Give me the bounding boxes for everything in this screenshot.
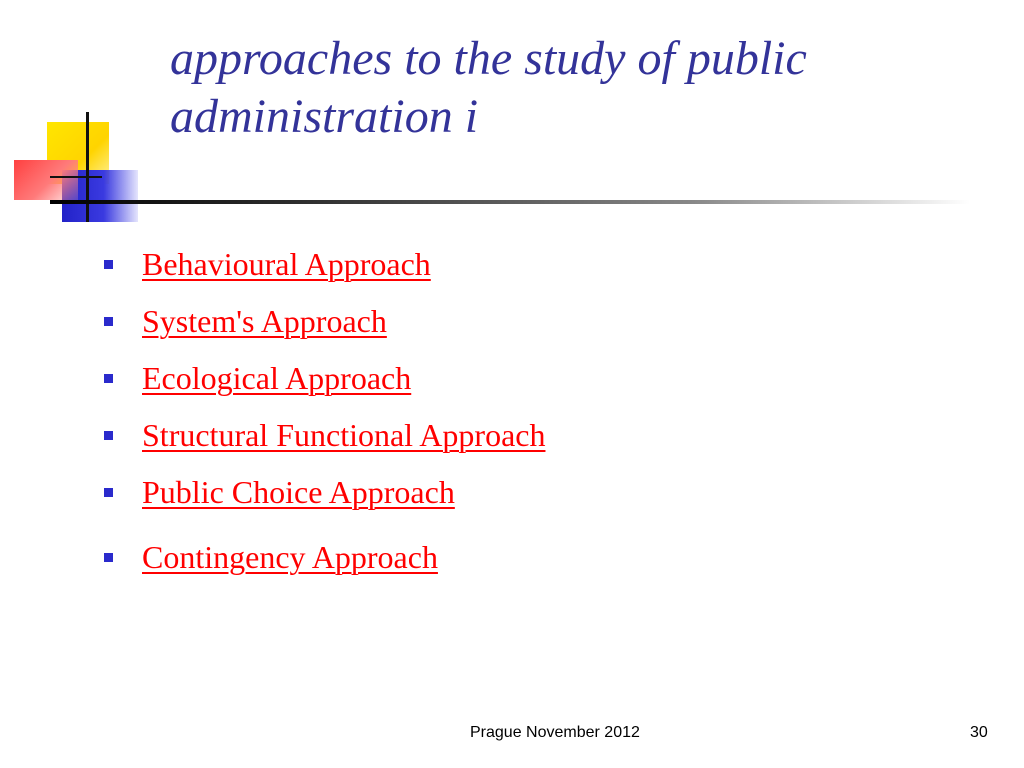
link-structural-functional-approach[interactable]: Structural Functional Approach [142,417,546,453]
page-number: 30 [970,724,988,741]
vertical-line-decoration [86,112,89,222]
list-item [104,464,545,521]
slide-title: approaches to the study of public administration i [170,32,807,143]
link-public-choice-approach[interactable]: Public Choice Approach [142,474,455,510]
list-item [104,529,545,586]
list-item [104,236,545,293]
red-square-decoration [14,160,78,200]
link-systems-approach[interactable]: System's Approach [142,303,387,339]
square-bullet-icon [104,553,113,562]
footer-text: Prague November 2012 [470,724,640,741]
decorative-corner-graphic [0,0,160,240]
short-horizontal-line-decoration [50,176,102,178]
link-ecological-approach[interactable]: Ecological Approach [142,360,412,396]
link-behavioural-approach[interactable]: Behavioural Approach [142,246,431,282]
list-item [104,350,545,407]
square-bullet-icon [104,431,113,440]
list-item [104,407,545,464]
square-bullet-icon [104,488,113,497]
link-contingency-approach[interactable]: Contingency Approach [142,539,438,575]
square-bullet-icon [104,374,113,383]
square-bullet-icon [104,260,113,269]
approaches-list [104,236,545,586]
list-item [104,293,545,350]
square-bullet-icon [104,317,113,326]
title-divider [50,200,970,204]
